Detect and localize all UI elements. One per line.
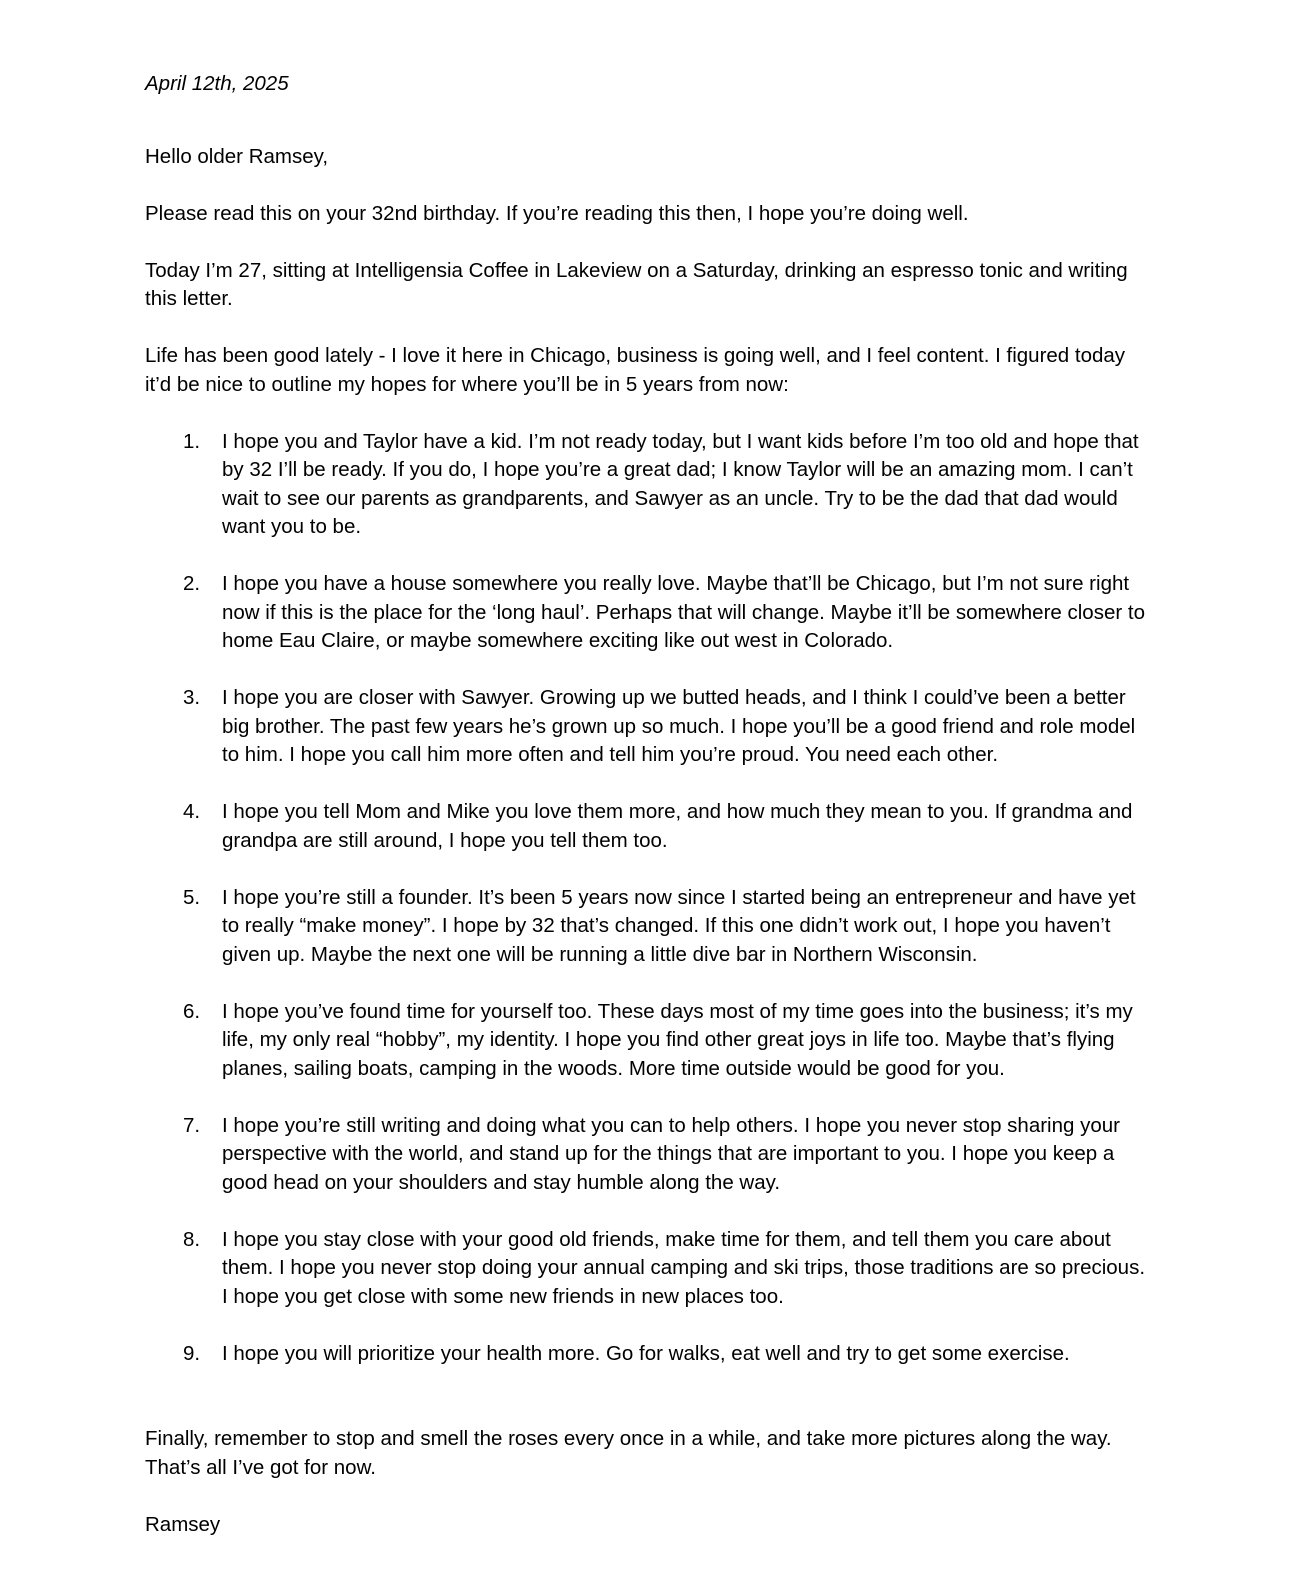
list-item-number: 1. bbox=[183, 429, 201, 453]
list-item bbox=[145, 798, 1147, 855]
list-item-number: 2. bbox=[183, 572, 201, 595]
list-item bbox=[145, 884, 1147, 970]
list-item-text: I hope you will prioritize your health more. Go for walks, eat well and try to get some exercise. bbox=[222, 1341, 1070, 1365]
list-item-text: I hope you and Taylor have a kid. I’m not ready today, but I want kids before I’m too old and hope that by 32 I’ll be ready. If you do, I hope you’re a great dad; I know Taylor will be an amazing mom. I can’t wait to see our parents as grandparents, and Sawyer as an uncle. Try to be the dad that dad would want you to be. bbox=[222, 429, 1139, 538]
list-item bbox=[145, 570, 1147, 656]
list-item bbox=[145, 1340, 1147, 1369]
letter-greeting: Hello older Ramsey, bbox=[145, 144, 329, 168]
list-item bbox=[145, 998, 1147, 1084]
list-item-number: 6. bbox=[183, 999, 201, 1023]
list-item bbox=[145, 428, 1147, 542]
list-item-number: 8. bbox=[183, 1227, 201, 1251]
letter-paragraph-3: Life has been good lately - I love it here in Chicago, business is going well, and I feel content. I figured today it’d be nice to outline my hopes for where you’ll be in 5 years from now: bbox=[145, 344, 1126, 396]
list-item-number: 9. bbox=[183, 1341, 201, 1365]
letter-paragraph-1: Please read this on your 32nd birthday. If you’re reading this then, I hope you’re doing well. bbox=[145, 201, 969, 225]
list-item bbox=[145, 684, 1147, 770]
letter-signature: Ramsey bbox=[145, 1512, 221, 1536]
list-item-number: 5. bbox=[183, 885, 201, 909]
list-item-text: I hope you’re still writing and doing what you can to help others. I hope you never stop sharing your perspective with the world, and stand up for the things that are important to you. I hope you keep a good head on your shoulders and stay humble along the way. bbox=[222, 1113, 1120, 1194]
list-item-number: 7. bbox=[183, 1113, 201, 1137]
list-item-text: I hope you’ve found time for yourself too. These days most of my time goes into the business; it’s my life, my only real “hobby”, my identity. I hope you find other great joys in life too. Maybe that’s flying planes, sailing boats, camping in the woods. More time outside would be good for you. bbox=[222, 999, 1133, 1080]
list-item-text: I hope you tell Mom and Mike you love them more, and how much they mean to you. If grandma and grandpa are still around, I hope you tell them too. bbox=[222, 800, 1133, 852]
letter-closing-paragraph: Finally, remember to stop and smell the roses every once in a while, and take more pictures along the way. That’s all I’ve got for now. bbox=[145, 1427, 1112, 1479]
list-item-number: 4. bbox=[183, 800, 201, 823]
letter-date: April 12th, 2025 bbox=[145, 72, 289, 95]
hopes-list bbox=[145, 428, 1147, 1369]
list-item bbox=[145, 1226, 1147, 1312]
list-item-text: I hope you’re still a founder. It’s been 5 years now since I started being an entrepreneur and have yet to really “make money”. I hope by 32 that’s changed. If this one didn’t work out, I hope you haven’t given up. Maybe the next one will be running a little dive bar in Northern Wisconsin. bbox=[222, 885, 1136, 966]
list-item-text: I hope you are closer with Sawyer. Growing up we butted heads, and I think I could’ve been a better big brother. The past few years he’s grown up so much. I hope you’ll be a good friend and role model to him. I hope you call him more often and tell him you’re proud. You need each other. bbox=[222, 686, 1136, 766]
list-item-text: I hope you have a house somewhere you really love. Maybe that’ll be Chicago, but I’m not sure right now if this is the place for the ‘long haul’. Perhaps that will change. Maybe it’ll be somewhere closer to home Eau Claire, or maybe somewhere exciting like out west in Colorado. bbox=[222, 572, 1145, 652]
list-item-number: 3. bbox=[183, 686, 201, 709]
list-item-text: I hope you stay close with your good old friends, make time for them, and tell them you care about them. I hope you never stop doing your annual camping and ski trips, those traditions are so precious. I hope you get close with some new friends in new places too. bbox=[222, 1227, 1146, 1308]
letter-paragraph-2: Today I’m 27, sitting at Intelligensia Coffee in Lakeview on a Saturday, drinking an espresso tonic and writing this letter. bbox=[145, 258, 1128, 310]
list-item bbox=[145, 1112, 1147, 1198]
